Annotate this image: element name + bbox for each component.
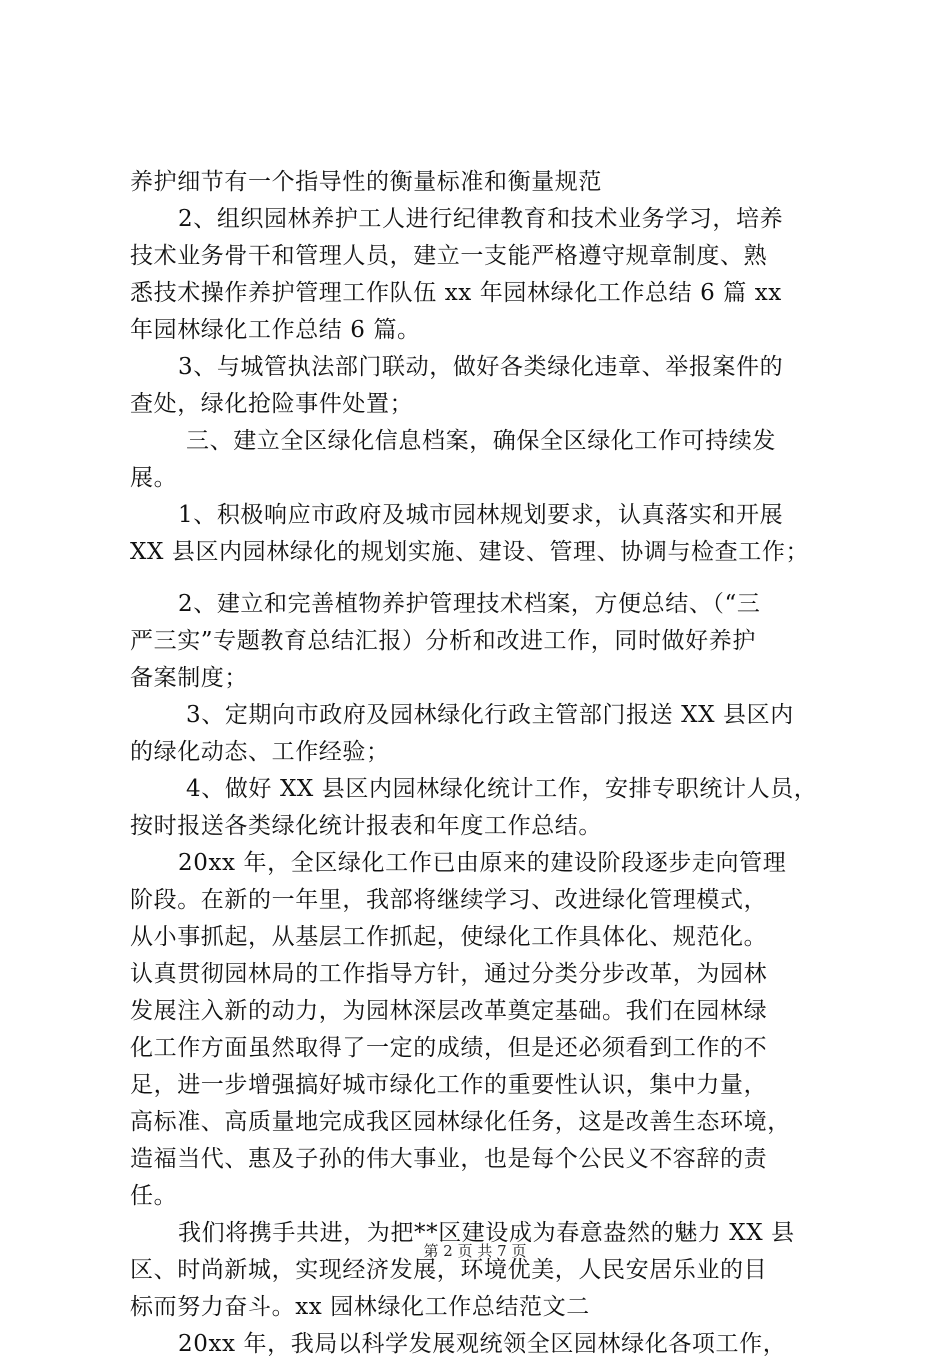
text-line: 的绿化动态、工作经验； bbox=[130, 739, 390, 765]
text-line: 发展注入新的动力，为园林深层改革奠定基础。我们在园林绿 bbox=[130, 998, 768, 1024]
text-line: 4、做好 XX 县区内园林绿化统计工作，安排专职统计人员， bbox=[186, 776, 818, 802]
text-line: 2、建立和完善植物养护管理技术档案，方便总结、（“三 bbox=[178, 591, 761, 617]
text-line: 三、建立全区绿化信息档案，确保全区绿化工作可持续发 bbox=[186, 428, 776, 454]
text-line: XX 县区内园林绿化的规划实施、建设、管理、协调与检查工作； bbox=[130, 539, 810, 565]
text-line: 足，进一步增强搞好城市绿化工作的重要性认识，集中力量， bbox=[130, 1072, 768, 1098]
text-line: 从小事抓起，从基层工作抓起，使绿化工作具体化、规范化。 bbox=[130, 924, 768, 950]
text-line: 我们将携手共进，为把**区建设成为春意盎然的魅力 XX 县 bbox=[178, 1220, 795, 1246]
text-line: 3、定期向市政府及园林绿化行政主管部门报送 XX 县区内 bbox=[186, 702, 794, 728]
text-line: 20xx 年，全区绿化工作已由原来的建设阶段逐步走向管理 bbox=[178, 850, 787, 876]
text-line: 年园林绿化工作总结 6 篇。 bbox=[130, 317, 421, 343]
text-line: 认真贯彻园林局的工作指导方针，通过分类分步改革，为园林 bbox=[130, 961, 768, 987]
text-line: 标而努力奋斗。xx 园林绿化工作总结范文二 bbox=[130, 1294, 590, 1320]
text-line: 区、时尚新城，实现经济发展，环境优美，人民安居乐业的目 bbox=[130, 1257, 768, 1283]
text-line: 按时报送各类绿化统计报表和年度工作总结。 bbox=[130, 813, 602, 839]
text-line: 展。 bbox=[130, 465, 178, 491]
text-line: 造福当代、惠及子孙的伟大事业，也是每个公民义不容辞的责 bbox=[130, 1146, 768, 1172]
text-line: 1、积极响应市政府及城市园林规划要求，认真落实和开展 bbox=[178, 502, 784, 528]
text-line: 查处，绿化抢险事件处置； bbox=[130, 391, 414, 417]
text-line: 阶段。在新的一年里，我部将继续学习、改进绿化管理模式， bbox=[130, 887, 768, 913]
text-line: 20xx 年，我局以科学发展观统领全区园林绿化各项工作， bbox=[178, 1331, 787, 1357]
page-number-label: 第 2 页 共 7 页 bbox=[423, 1242, 527, 1260]
text-line: 严三实”专题教育总结汇报）分析和改进工作，同时做好养护 bbox=[130, 628, 756, 654]
text-line: 养护细节有一个指导性的衡量标准和衡量规范 bbox=[130, 169, 602, 195]
page-footer bbox=[0, 1241, 950, 1261]
text-line: 任。 bbox=[130, 1183, 178, 1209]
text-line: 悉技术操作养护管理工作队伍 xx 年园林绿化工作总结 6 篇 xx bbox=[130, 280, 782, 306]
text-line: 技术业务骨干和管理人员，建立一支能严格遵守规章制度、熟 bbox=[130, 243, 768, 269]
text-line: 高标准、高质量地完成我区园林绿化任务，这是改善生态环境， bbox=[130, 1109, 791, 1135]
text-line: 3、与城管执法部门联动，做好各类绿化违章、举报案件的 bbox=[178, 354, 784, 380]
text-line: 化工作方面虽然取得了一定的成绩，但是还必须看到工作的不 bbox=[130, 1035, 768, 1061]
text-line: 2、组织园林养护工人进行纪律教育和技术业务学习，培养 bbox=[178, 206, 784, 232]
text-line: 备案制度； bbox=[130, 665, 248, 691]
